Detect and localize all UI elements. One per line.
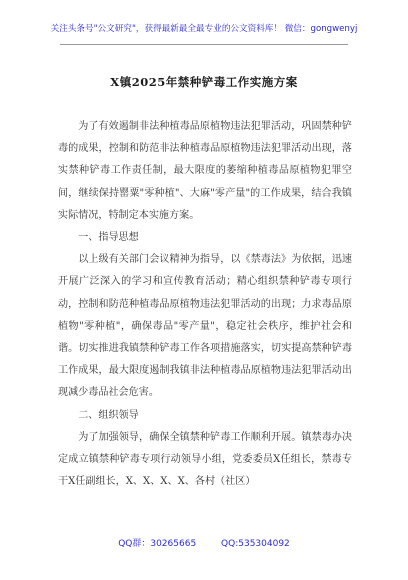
- footer-contact: [0, 536, 408, 549]
- intro-paragraph: 为了有效遏制非法种植毒品原植物违法犯罪活动，巩固禁种铲毒的成果，控制和防范非法种植毒品原植物违法犯罪活动出现，落实禁种铲毒工作责任制，最大限度的萎缩种植毒品原植物犯罪空间，继续保持罂粟"零种植"、大麻"零产量"的工作成果，结合我镇实际情况，特制定本实施方案。: [58, 121, 352, 221]
- section-heading-organization: 二、组织领导: [78, 409, 139, 421]
- document-title: X镇2025年禁种铲毒工作实施方案: [110, 75, 298, 89]
- header-divider: [60, 44, 348, 45]
- guiding-ideology-paragraph: 以上级有关部门会议精神为指导，以《禁毒法》为依据，迅速开展广泛深入的学习和宣传教育活动；精心组织禁种铲毒专项行动，控制和防范种植毒品原植物违法犯罪活动的出现；力求毒品原植物"零种植"，确保毒品"零产量"，稳定社会秩序，维护社会和谐。切实推进我镇禁种铲毒工作各项措施落实，切实提高禁种铲毒工作成果，最大限度遏制我镇非法种植毒品原植物违法犯罪活动出现减少毒品社会危害。: [58, 254, 352, 399]
- header-banner: 关注头条号"公文研究"，获得最新最全最专业的公文资料库！ 微信：gongwenyj: [50, 24, 358, 34]
- footer-qq-number: QQ:535304092: [221, 539, 290, 549]
- section-heading-guiding-ideology: 一、指导思想: [78, 232, 139, 244]
- document-body: [58, 116, 352, 493]
- organization-paragraph: 为了加强领导，确保全镇禁种铲毒工作顺利开展。镇禁毒办决定成立镇禁种铲毒专项行动领导小组，党委委员X任组长，禁毒专干X任副组长，X、X、X、X、各村（社区）: [58, 431, 352, 488]
- footer-qq-group: QQ群：30265665: [118, 539, 197, 549]
